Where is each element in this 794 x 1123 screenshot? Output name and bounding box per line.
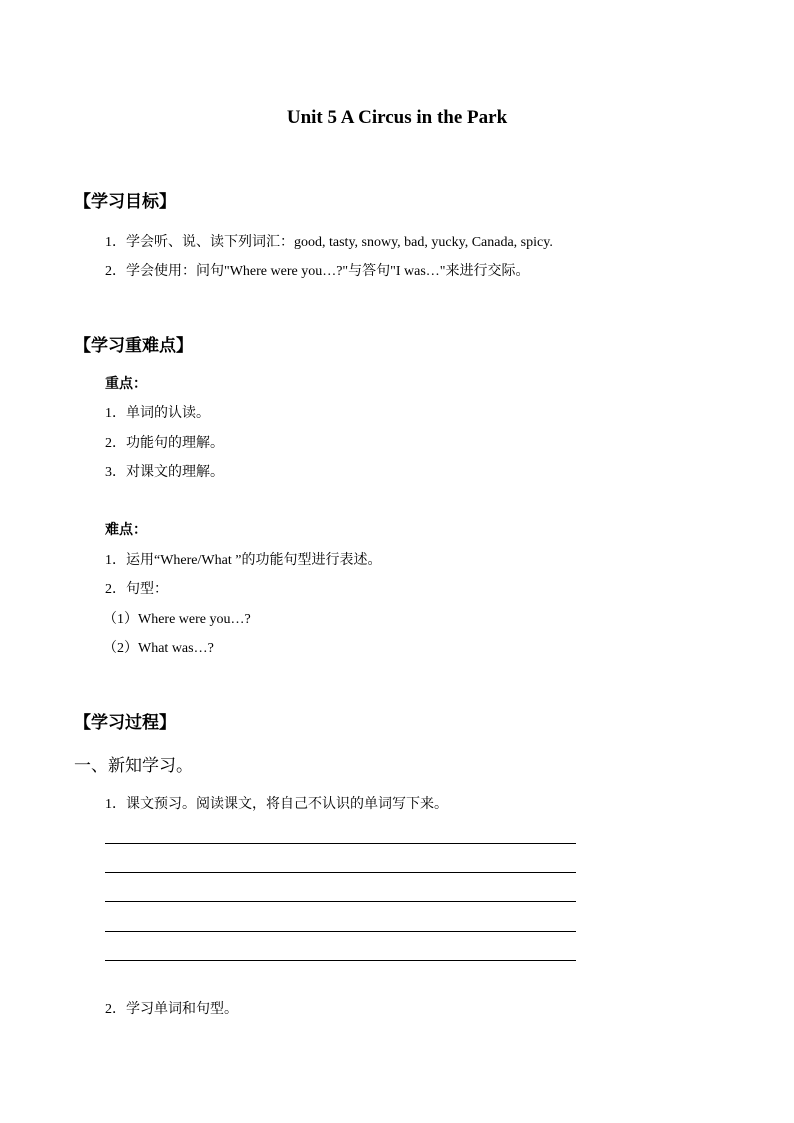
blank-line	[105, 931, 576, 932]
goals-heading: 【学习目标】	[74, 192, 176, 211]
task-two: 2．学习单词和句型。	[105, 1002, 238, 1017]
blank-line	[105, 843, 576, 844]
task-one: 1．课文预习。阅读课文，将自己不认识的单词写下来。	[105, 797, 448, 812]
focus-item-2: 2．功能句的理解。	[105, 436, 224, 451]
goal-item-1: 1．学会听、说、读下列词汇：good, tasty, snowy, bad, yucky, Canada, spicy.	[105, 235, 553, 250]
focus-label: 重点：	[105, 377, 147, 392]
document-title: Unit 5 A Circus in the Park	[286, 107, 508, 128]
process-heading: 【学习过程】	[74, 713, 176, 732]
sentence-pattern-2: （2）What was…?	[103, 641, 214, 656]
blank-line	[105, 901, 576, 902]
blank-line	[105, 960, 576, 961]
difficulty-item-2: 2．句型：	[105, 582, 168, 597]
section-one-title: 一、新知学习。	[74, 756, 193, 775]
blank-line	[105, 872, 576, 873]
focus-item-1: 1．单词的认读。	[105, 406, 210, 421]
difficulty-label: 难点：	[105, 523, 147, 538]
sentence-pattern-1: （1）Where were you…?	[103, 612, 251, 627]
focus-item-3: 3．对课文的理解。	[105, 465, 224, 480]
key-points-heading: 【学习重难点】	[74, 336, 193, 355]
goal-item-2: 2．学会使用：问句"Where were you…?"与答句"I was…"来进行交际。	[105, 264, 530, 279]
difficulty-item-1: 1．运用“Where/What ”的功能句型进行表述。	[105, 553, 382, 568]
